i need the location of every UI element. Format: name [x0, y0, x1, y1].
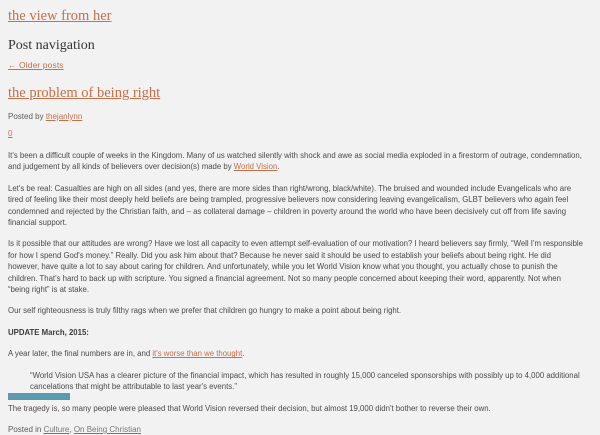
- category-separator: ,: [69, 424, 74, 434]
- paragraph-4: Our self righteousness is truly filthy rags when we prefer that children go hungry to make a point about being right.: [8, 306, 402, 316]
- posted-by-label: Posted by: [8, 112, 46, 121]
- paragraph-1: [8, 150, 584, 173]
- blockquote: [30, 370, 582, 393]
- paragraph-5: [8, 348, 584, 359]
- paragraph-2: Let's be real: Casualties are high on all sides (and yes, there are more sides than right/wrong, black/white). The bruised and wounded include Evangelicals who are tired of feeling like their most deeply held beliefs are being trampled, progressive believers now considering leaving evangelicalism, GLBT believers who again feel condemned and rejected by the Christian faith, and – as collateral damage – children in poverty around the world who have been decisively cut off from life saving financial support.: [8, 183, 572, 228]
- paragraph-3: Is it possible that our attitudes are wrong? Have we lost all capacity to even attempt self-evaluation of our motivation? I heard believers say firmly, “Well I'm responsible for how I spend God's money.” Really. Did you ask him about that? Because he never said it should be used to establish your beliefs about being right. He did however, have quite a lot to say about caring for children. And unfortunately, while you let World Vision know what you thought, you actually chose to punish the children. That's hard to back up with scripture. You signed a financial agreement. Not so many people concerned about keeping their word, apparently. Not when “being right” is at stake.: [8, 239, 583, 295]
- post-title-link[interactable]: the problem of being right: [8, 85, 161, 101]
- footer-accent-bar: [8, 393, 70, 400]
- post-footer: [8, 424, 592, 435]
- update-heading-text: UPDATE March, 2015:: [8, 327, 89, 337]
- category-link-on-being-christian[interactable]: On Being Christian: [73, 424, 141, 434]
- update-heading: [8, 327, 584, 338]
- paragraph-1-text-a: It's been a difficult couple of weeks in the Kingdom. Many of us watched silently with shock and awe as social media exploded in a firestorm of outrage, condemnation, and judgement by all kinds of believers over decision(s) made by: [8, 151, 582, 172]
- post-content: [8, 150, 584, 414]
- world-vision-link[interactable]: World Vision: [233, 162, 278, 172]
- worse-than-we-thought-link[interactable]: it's worse than we thought: [152, 349, 243, 359]
- post-navigation: [8, 37, 592, 73]
- post-meta: [8, 111, 592, 122]
- post-article: [8, 84, 592, 435]
- paragraph-5-text-b: .: [242, 349, 245, 359]
- paragraph-5-text-a: A year later, the final numbers are in, and: [8, 349, 153, 359]
- site-title-link[interactable]: the view from her: [8, 8, 112, 24]
- blockquote-text: “World Vision USA has a clearer picture of the financial impact, which has resulted in roughly 15,000 canceled sponsorships with possibly up to 4,000 additional cancelations that might be attributable to last year's events.”: [30, 370, 580, 392]
- paragraph-1-text-b: .: [277, 162, 280, 172]
- comment-count-link[interactable]: 0: [8, 129, 13, 138]
- older-posts-link[interactable]: ← Older posts: [8, 60, 64, 70]
- author-link[interactable]: thejanlynn: [45, 112, 83, 121]
- category-link-culture[interactable]: Culture: [43, 424, 70, 434]
- posted-in-label: Posted in: [8, 424, 44, 434]
- post-navigation-heading: Post navigation: [8, 38, 95, 53]
- paragraph-6: The tragedy is, so many people were pleased that World Vision reversed their decision, but almost 19,000 didn't bother to reverse their own.: [8, 403, 491, 413]
